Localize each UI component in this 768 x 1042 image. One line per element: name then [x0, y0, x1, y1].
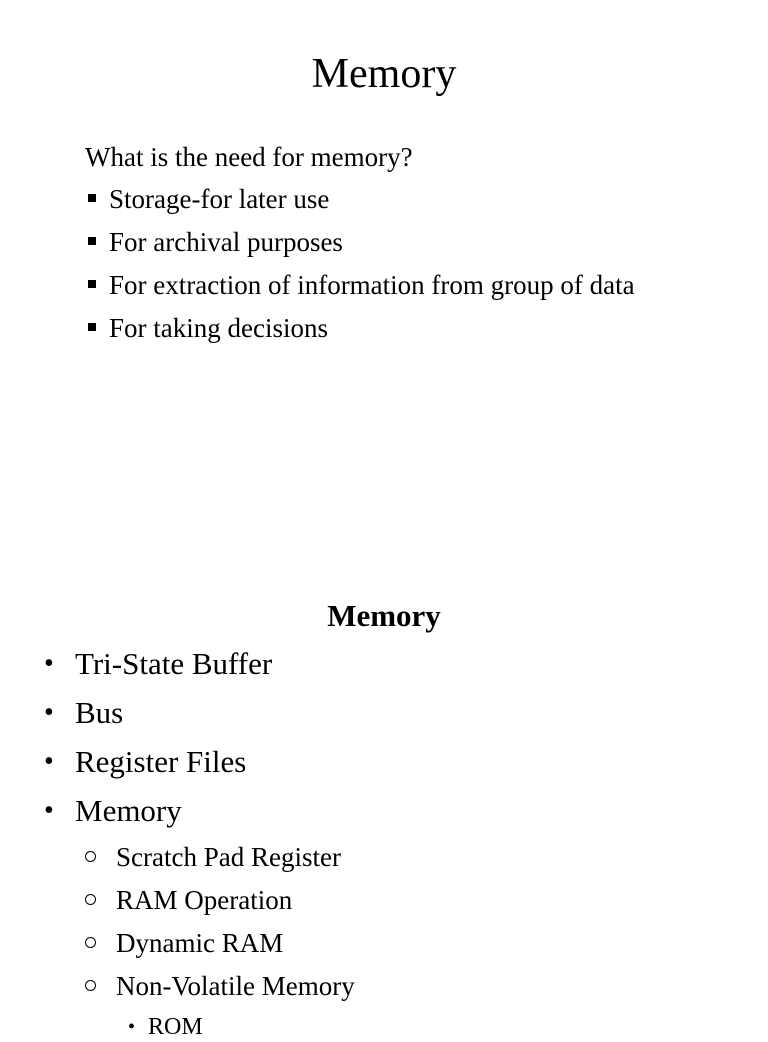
list-item-text: Memory — [75, 793, 182, 828]
sub-list-item — [0, 883, 355, 926]
square-bullet-icon — [88, 280, 96, 288]
list-item-text: Tri-State Buffer — [75, 646, 273, 681]
sub-list-item — [0, 926, 355, 969]
circle-bullet-icon — [85, 980, 96, 991]
list-item-text: Register Files — [75, 744, 247, 779]
slide-2-sub-list — [0, 840, 355, 1012]
list-item-text: For taking decisions — [109, 313, 328, 343]
bullet-dot-icon: • — [128, 1016, 136, 1038]
sub-list-item-text: Dynamic RAM — [116, 928, 284, 958]
slide-2 — [0, 560, 768, 1040]
sub-list-item-text: RAM Operation — [116, 885, 293, 915]
subsub-list-item — [0, 1012, 203, 1042]
sub-list-item — [0, 969, 355, 1012]
list-item-text: For archival purposes — [109, 227, 343, 257]
list-item — [85, 268, 635, 311]
square-bullet-icon — [88, 323, 96, 331]
list-item — [85, 225, 635, 268]
square-bullet-icon — [88, 237, 96, 245]
slide-2-title: Memory — [327, 598, 441, 633]
square-bullet-icon — [88, 194, 96, 202]
list-item-text: For extraction of information from group of data — [109, 270, 635, 300]
circle-bullet-icon — [85, 851, 96, 862]
sub-list-item-text: Non-Volatile Memory — [116, 971, 355, 1001]
sub-list-item — [0, 840, 355, 883]
bullet-dot-icon: • — [44, 648, 54, 679]
slide-1-title: Memory — [311, 51, 457, 97]
bullet-dot-icon: • — [44, 746, 54, 777]
list-item — [85, 182, 635, 225]
list-item — [0, 644, 272, 693]
sub-list-item-text: Scratch Pad Register — [116, 842, 341, 872]
bullet-dot-icon: • — [44, 697, 54, 728]
list-item — [0, 693, 272, 742]
slide-2-bullet-list — [0, 644, 272, 840]
bullet-dot-icon: • — [44, 795, 54, 826]
subsub-list-item-text: ROM — [148, 1014, 203, 1040]
slide-1-bullet-list — [85, 182, 635, 354]
circle-bullet-icon — [85, 937, 96, 948]
list-item — [0, 742, 272, 791]
slide-1-question: What is the need for memory? — [85, 142, 413, 172]
circle-bullet-icon — [85, 894, 96, 905]
list-item — [0, 791, 272, 840]
list-item-text: Bus — [75, 695, 124, 730]
list-item — [85, 311, 635, 354]
slide-2-subsub-list — [0, 1012, 203, 1042]
list-item-text: Storage-for later use — [109, 184, 330, 214]
